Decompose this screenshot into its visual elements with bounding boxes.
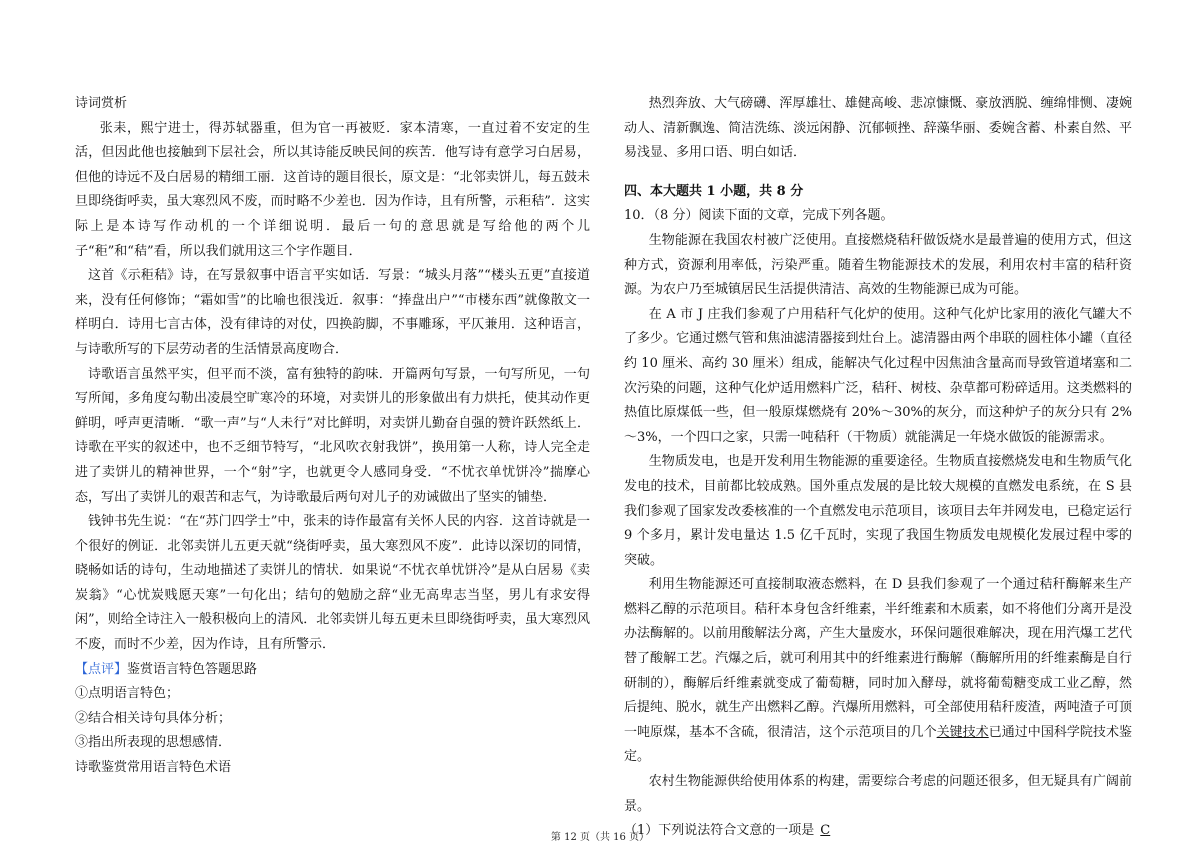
right-column <box>624 92 1132 844</box>
sub-question-text: （1）下列说法符合文意的一项是 <box>624 823 815 839</box>
left-column <box>75 92 590 781</box>
article-paragraph-4-end: 已通过中国科学院技术鉴定。 <box>624 724 1132 765</box>
question-intro: 10．（8 分）阅读下面的文章，完成下列各题。 <box>624 208 894 224</box>
article-paragraph-2: 在 A 市 J 庄我们参观了户用秸秆气化炉的使用。这种气化炉比家用的液化气罐大不了多少。它通过燃气管和焦油滤清器接到灶台上。滤清器由两个串联的圆柱体小罐（直径约 10 厘米、高约 30 厘米）组成，能解决气化过程中因焦油含量高而导致管道堵塞和二次污染的问题，这种气化炉适用燃料广泛，秸秆、树枝、杂草都可粉碎适用。这类燃料的热值比原煤低一些，但一般原煤燃烧有 20%～30%的灰分，而这种炉子的灰分只有 2%～3%，一个四口之家，只需一吨秸秆（干物质）就能满足一年烧水做饭的能源需求。 <box>624 306 1132 445</box>
analysis-paragraph-1: 张耒，熙宁进士，得苏轼器重，但为官一再被贬．家本清寒，一直过着不安定的生活，但因此他也接触到下层社会，所以其诗能反映民间的疾苦．他写诗有意学习白居易，但他的诗远不及白居易的精细工丽．这首诗的题目很长，原文是：“北邻卖饼儿，每五鼓未旦即绕街呼卖，虽大寒烈风不废，而时略不少差也．因为作诗，且有所警，示秬秸”．这实际上是本诗写作动机的一个详细说明．最后一句的意思就是写给他的两个儿子“秬”和“秸”看，所以我们就用这三个字作题目． <box>75 120 590 259</box>
comment-line <box>75 658 590 683</box>
step-item: ①点明语言特色； <box>75 686 180 702</box>
page-footer: 第 12 页（共 16 页） <box>550 832 650 843</box>
terms-heading: 诗歌鉴赏常用语言特色术语 <box>75 760 232 776</box>
analysis-paragraph-4: 钱钟书先生说：“在“苏门四学士”中，张耒的诗作最富有关怀人民的内容．这首诗就是一个很好的例证．北邻卖饼儿五更天就“绕街呼卖，虽大寒烈风不废”．此诗以深切的同情，晓畅如话的诗句，生动地描述了卖饼儿的情状．如果说“不忧衣单忧饼冷”是从白居易《卖炭翁》“心忧炭贱愿天寒”一句化出；结句的勉励之辞“业无高卑志当坚，男儿有求安得闲”，则给全诗注入一般积极向上的清风．北邻卖饼儿每五更未旦即绕街呼卖，虽大寒烈风不废，而时不少差，因为作诗，且有所警示． <box>75 514 590 653</box>
section-heading: 诗词赏析 <box>75 96 128 111</box>
style-terms-list: 热烈奔放、大气磅礴、浑厚雄壮、雄健高峻、悲凉慷慨、豪放洒脱、缠绵悱恻、凄婉动人、清新飘逸、简洁洗练、淡远闲静、沉郁顿挫、辞藻华丽、委婉含蓄、朴素自然、平易浅显、多用口语、明白如话． <box>624 96 1132 161</box>
article-paragraph-5: 农村生物能源供给使用体系的构建，需要综合考虑的问题还很多，但无疑具有广阔前景。 <box>624 774 1132 814</box>
article-paragraph-4 <box>624 573 1132 770</box>
section-title: 四、本大题共 1 小题，共 8 分 <box>624 183 804 199</box>
analysis-paragraph-3: 诗歌语言虽然平实，但平而不淡，富有独特的韵味．开篇两句写景，一句写所见，一句写所闻，多角度勾勒出凌晨空旷寒冷的环境，对卖饼儿的形象做出有力烘托，使其动作更鲜明，呼声更清晰．“歌一声”与“人未行”对比鲜明，对卖饼儿勤奋自强的赞许跃然纸上．诗歌在平实的叙述中，也不乏细节特写，“北风吹衣射我饼”，换用第一人称，诗人完全走进了卖饼儿的精神世界，一个“射”字，也就更令人感同身受．“不忧衣单忧饼冷”揣摩心态，写出了卖饼儿的艰苦和志气，为诗歌最后两句对儿子的劝诫做出了坚实的铺垫． <box>75 366 590 505</box>
article-paragraph-1: 生物能源在我国农村被广泛使用。直接燃烧秸秆做饭烧水是最普遍的使用方式，但这种方式，资源利用率低，污染严重。随着生物能源技术的发展，利用农村丰富的秸秆资源。为农户乃至城镇居民生活提供清洁、高效的生物能源已成为可能。 <box>624 232 1132 298</box>
comment-text: 鉴赏语言特色答题思路 <box>127 661 258 677</box>
underlined-key-tech: 关键技术 <box>936 724 989 740</box>
comment-tag: 【点评】 <box>75 661 128 677</box>
answer-blank: C <box>820 823 831 839</box>
step-item: ②结合相关诗句具体分析； <box>75 710 232 726</box>
analysis-paragraph-2: 这首《示秬秸》诗，在写景叙事中语言平实如话．写景：“城头月落”“楼头五更”直接道来，没有任何修饰；“霜如雪”的比喻也很浅近．叙事：“捧盘出户”“市楼东西”就像散文一样明白．诗用七言古体，没有律诗的对仗，四换韵脚，不事雕琢，平仄兼用．这种语言，与诗歌所写的下层劳动者的生活情景高度吻合． <box>75 268 590 357</box>
article-paragraph-3: 生物质发电，也是开发利用生物能源的重要途径。生物质直接燃烧发电和生物质气化发电的技术，目前都比较成熟。国外重点发展的是比较大规模的直燃发电系统，在 S 县我们参观了国家发改委核准的一个直燃发电示范项目，该项目去年并网发电，已稳定运行 9 个多月，累计发电量达 1.5 亿千瓦时，实现了我国生物质发电规模化发展过程中零的突破。 <box>624 454 1132 568</box>
article-paragraph-4-main: 利用生物能源还可直接制取液态燃料，在 D 县我们参观了一个通过秸秆酶解来生产燃料乙醇的示范项目。秸秆本身包含纤维素，半纤维素和木质素，如不将他们分离开是没办法酶解的。以前用酸解法分离，产生大量废水，环保问题很难解决，现在用汽爆工艺代替了酸解工艺。汽爆之后，就可利用其中的纤维素进行酶解（酶解所用的纤维素酶是自行研制的），酶解后纤维素就变成了葡萄糖，同时加入酵母，就将葡萄糖变成工业乙醇，然后提纯、脱水，就生产出燃料乙醇。汽爆所用燃料，可全部使用秸秆废渣，两吨渣子可顶一吨原煤，基本不含硫，很清洁，这个示范项目的几个 <box>624 577 1132 740</box>
step-item: ③指出所表现的思想感情． <box>75 735 232 751</box>
